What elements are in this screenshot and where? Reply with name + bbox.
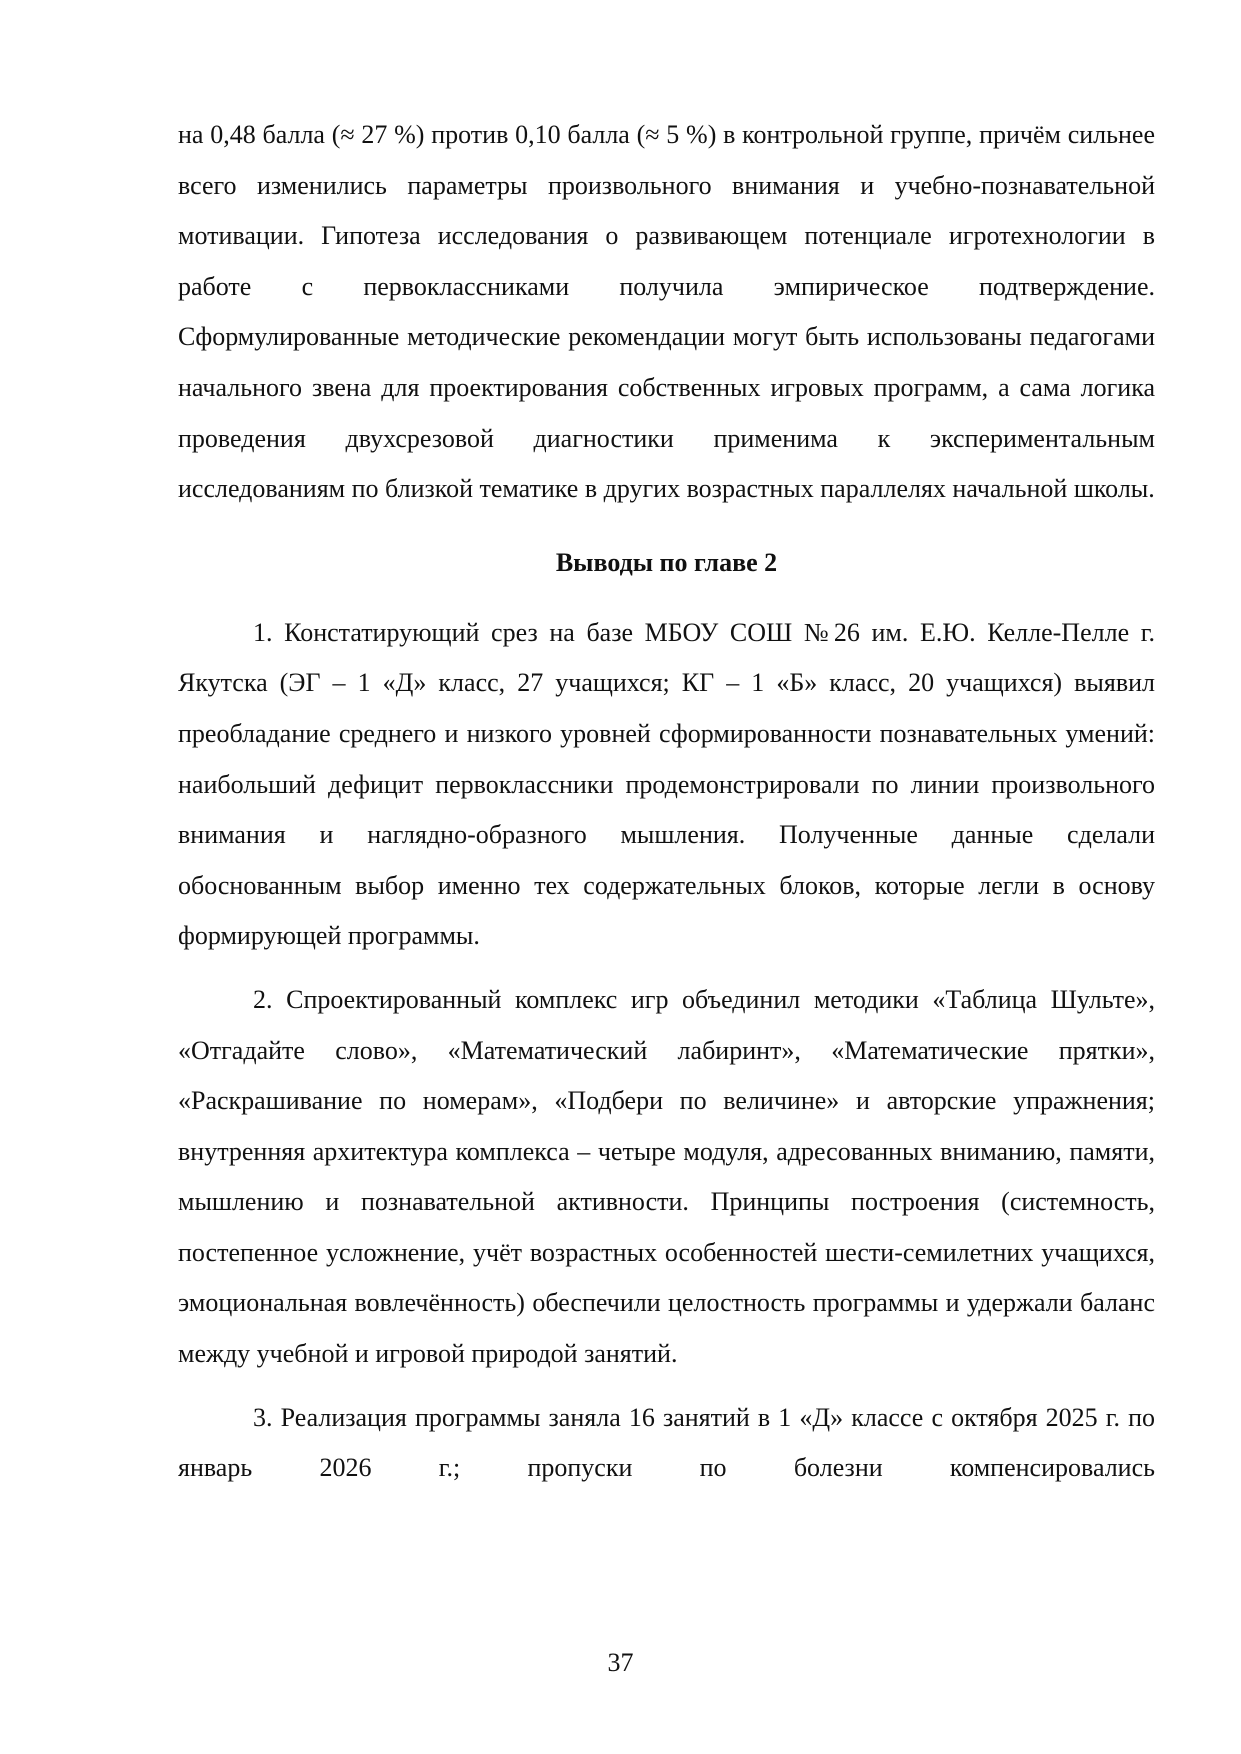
continued-paragraph: на 0,48 балла (≈ 27 %) против 0,10 балла (≈ 5 %) в контрольной группе, причём сильнее всего изменились параметры произвольного внимания и учебно-познавательной мотивации. Гипотеза исследования о развивающем потенциале игротехнологии в работе с первоклассниками получила эмпирическое подтверждение. Сформулированные методические рекомендации могут быть использованы педагогами начального звена для проектирования собственных игровых программ, а сама логика проведения двухсрезовой диагностики применима к экспериментальным исследованиям по близкой тематике в других возрастных параллелях начальной школы. — [178, 120, 1155, 504]
conclusion-item-2: 2. Спроектированный комплекс игр объединил методики «Таблица Шульте», «Отгадайте слово», «Математический лабиринт», «Математические прятки», «Раскрашивание по номерам», «Подбери по величине» и авторские упражнения; внутренняя архитектура комплекса – четыре модуля, адресованных вниманию, памяти, мышлению и познавательной активности. Принципы построения (системность, постепенное усложнение, учёт возрастных особенностей шести-семилетних учащихся, эмоциональная вовлечённость) обеспечили целостность программы и удержали баланс между учебной и игровой природой занятий. — [178, 984, 1155, 1369]
page-number: 37 — [607, 1648, 634, 1677]
page-content — [178, 110, 1155, 1494]
conclusion-item-3: 3. Реализация программы заняла 16 занятий в 1 «Д» классе с октября 2025 г. по январь 2026 г.; пропуски по болезни компенсировались — [178, 1402, 1155, 1483]
conclusion-item-1: 1. Констатирующий срез на базе МБОУ СОШ №26 им. Е.Ю. Келле-Пелле г. Якутска (ЭГ – 1 «Д» класс, 27 учащихся; КГ – 1 «Б» класс, 20 учащихся) выявил преобладание среднего и низкого уровней сформированности познавательных умений: наибольший дефицит первоклассники продемонстрировали по линии произвольного внимания и наглядно-образного мышления. Полученные данные сделали обоснованным выбор именно тех содержательных блоков, которые легли в основу формирующей программы. — [178, 617, 1155, 951]
section-heading: Выводы по главе 2 — [555, 547, 778, 577]
